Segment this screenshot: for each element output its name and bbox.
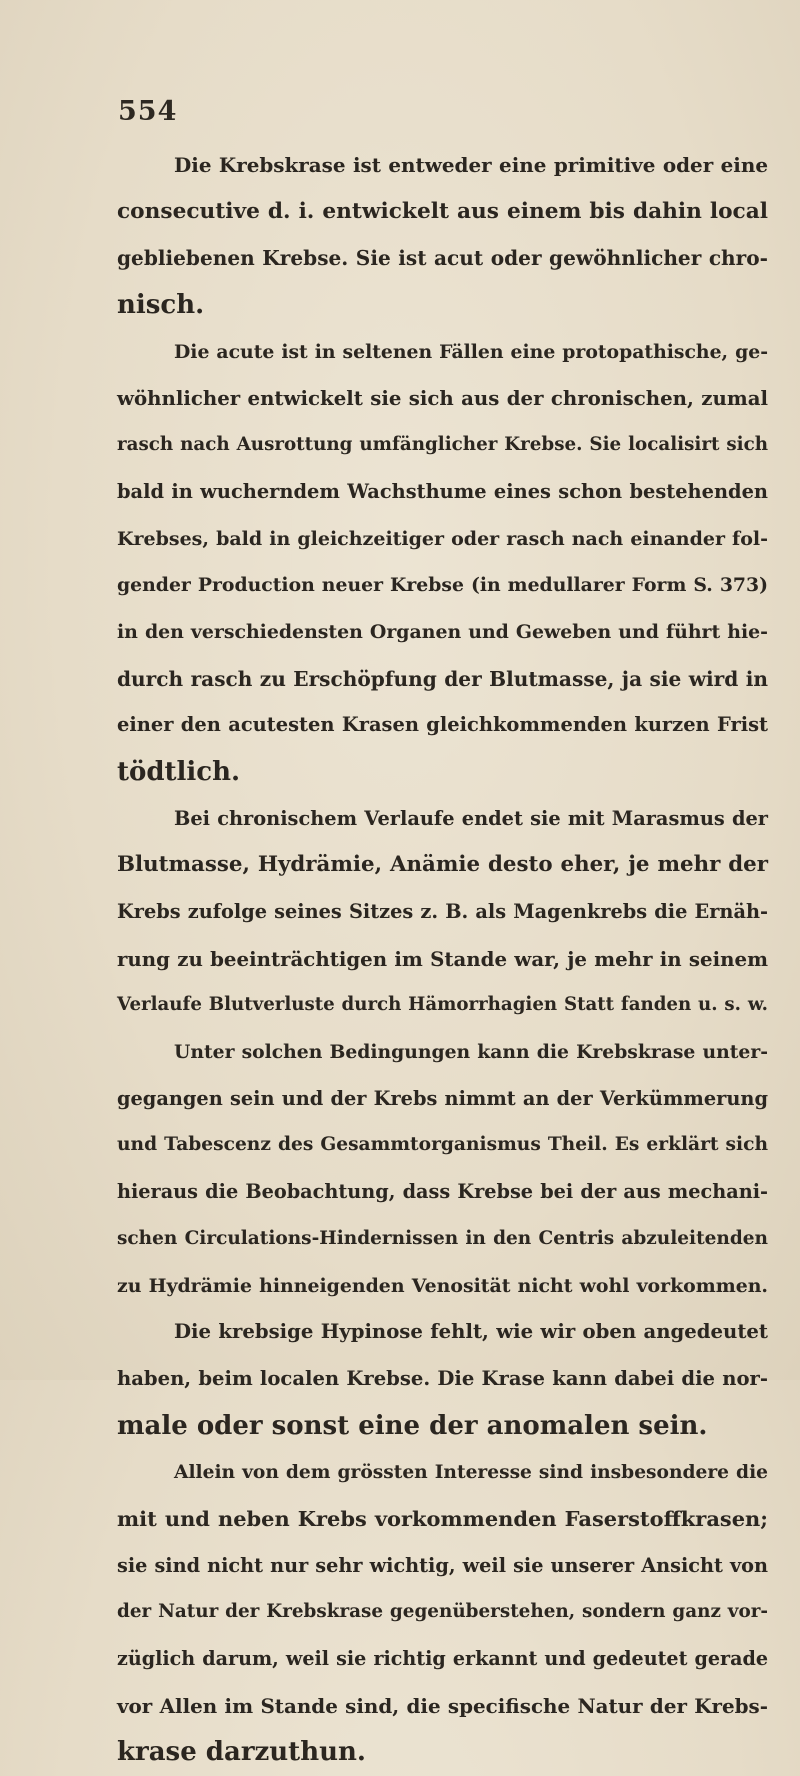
text-line: krase darzuthun.	[117, 1737, 366, 1768]
text-line: der Natur der Krebskrase gegenüberstehen, sondern ganz vor-	[117, 1601, 768, 1623]
text-line: Allein von dem grössten Interesse sind insbesondere die	[174, 1461, 768, 1484]
text-line: Die Krebskrase ist entweder eine primitive oder eine	[174, 153, 768, 177]
body-text	[117, 142, 768, 1776]
text-line: hieraus die Beobachtung, dass Krebse bei der aus mechani-	[117, 1180, 768, 1204]
text-line: Krebses, bald in gleichzeitiger oder rasch nach einander fol-	[117, 527, 768, 550]
text-line: consecutive d. i. entwickelt aus einem bis dahin local	[117, 198, 768, 224]
text-line: in den verschiedensten Organen und Geweben und führt hie-	[117, 620, 768, 643]
text-line: rung zu beeinträchtigen im Stande war, je mehr in seinem	[117, 946, 768, 971]
text-line: nisch.	[117, 290, 205, 321]
text-line: gender Production neuer Krebse (in medullarer Form S. 373)	[117, 574, 768, 597]
text-line: tödtlich.	[117, 756, 241, 787]
text-line: Die krebsige Hypinose fehlt, wie wir oben angedeutet	[174, 1320, 768, 1344]
text-line: bald in wucherndem Wachsthume eines schon bestehenden	[117, 479, 768, 503]
text-line: male oder sonst eine der anomalen sein.	[117, 1410, 708, 1441]
text-line: sie sind nicht nur sehr wichtig, weil sie unserer Ansicht von	[117, 1553, 768, 1577]
text-line: durch rasch zu Erschöpfung der Blutmasse, ja sie wird in	[117, 666, 768, 691]
text-line: Die acute ist in seltenen Fällen eine protopathische, ge-	[174, 340, 768, 363]
text-line: wöhnlicher entwickelt sie sich aus der chronischen, zumal	[117, 386, 768, 411]
text-line: züglich darum, weil sie richtig erkannt und gedeutet gerade	[117, 1647, 768, 1670]
text-line: rasch nach Ausrottung umfänglicher Krebse. Sie localisirt sich	[117, 434, 768, 456]
text-line: Bei chronischem Verlaufe endet sie mit Marasmus der	[174, 806, 768, 830]
text-line: Verlaufe Blutverluste durch Hämorrhagien Statt fanden u. s. w.	[117, 994, 768, 1016]
text-line: einer den acutesten Krasen gleichkommenden kurzen Frist	[117, 713, 768, 737]
text-line: Krebs zufolge seines Sitzes z. B. als Magenkrebs die Ernäh-	[117, 900, 768, 923]
text-line: zu Hydrämie hinneigenden Venosität nicht wohl vorkommen.	[117, 1274, 768, 1297]
text-line: vor Allen im Stande sind, die specifische Natur der Krebs-	[117, 1693, 768, 1718]
page-number: 554	[118, 96, 178, 127]
text-line: gegangen sein und der Krebs nimmt an der Verkümmerung	[117, 1086, 768, 1110]
text-line: schen Circulations-Hindernissen in den Centris abzuleitenden	[117, 1227, 768, 1249]
text-line: und Tabescenz des Gesammtorganismus Theil. Es erklärt sich	[117, 1134, 768, 1156]
text-line: gebliebenen Krebse. Sie ist acut oder gewöhnlicher chro-	[117, 246, 768, 271]
text-line: haben, beim localen Krebse. Die Krase kann dabei die nor-	[117, 1366, 768, 1390]
text-line: Unter solchen Bedingungen kann die Krebskrase unter-	[174, 1041, 768, 1064]
text-line: mit und neben Krebs vorkommenden Faserstoffkrasen;	[117, 1505, 768, 1531]
text-line: Blutmasse, Hydrämie, Anämie desto eher, je mehr der	[117, 852, 768, 878]
